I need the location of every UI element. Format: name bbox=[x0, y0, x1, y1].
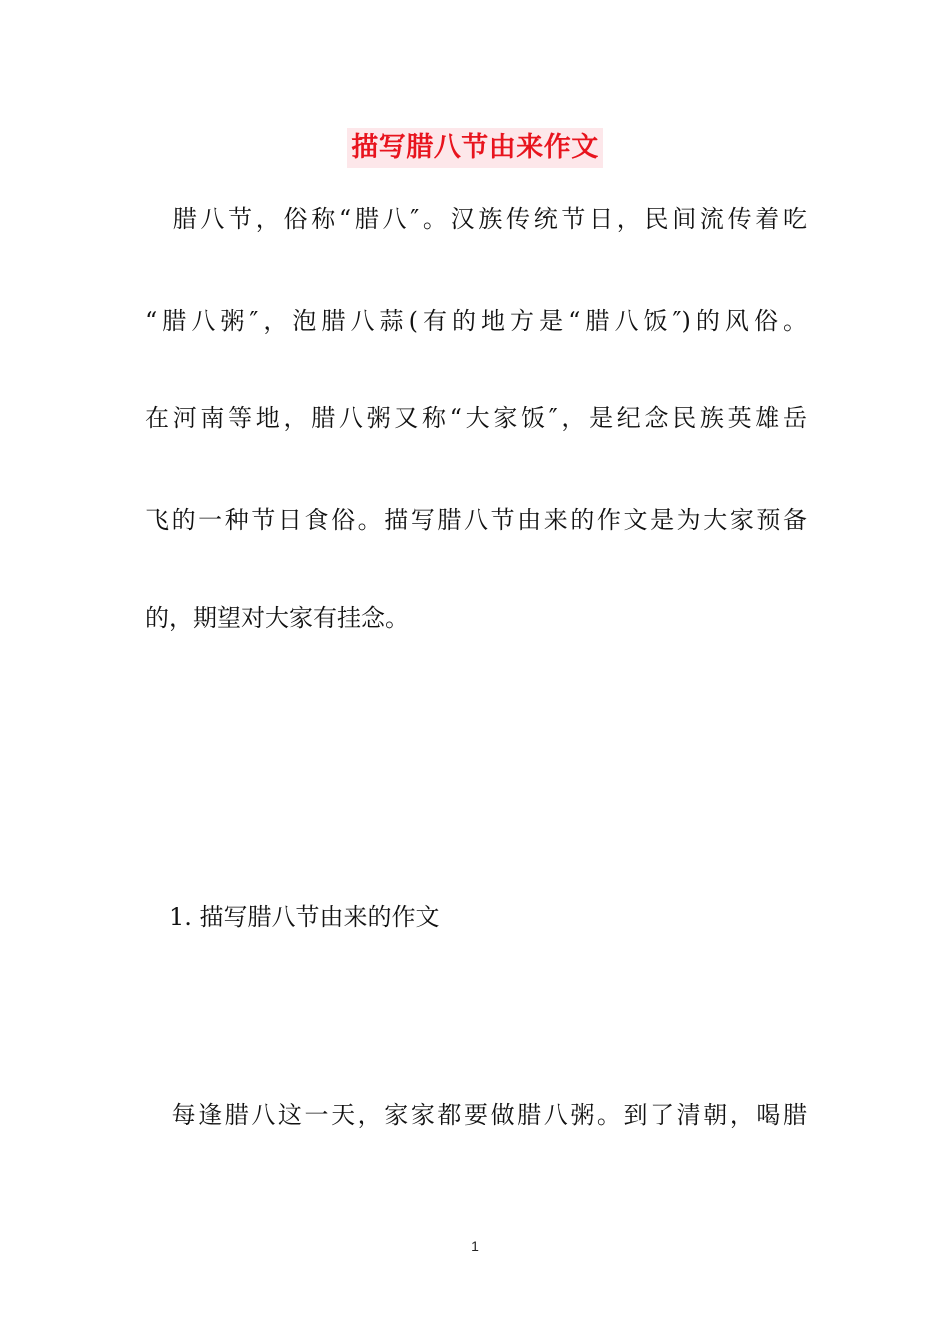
section-paragraph-line-1: 每逢腊八这一天，家家都要做腊八粥。到了清朝，喝腊 bbox=[145, 1101, 807, 1129]
intro-line-1: 腊八节，俗称“腊八″。汉族传统节日，民间流传着吃 bbox=[145, 205, 807, 233]
title-container bbox=[0, 128, 950, 168]
intro-line-2: “腊八粥″，泡腊八蒜(有的地方是“腊八饭″)的风俗。 bbox=[145, 307, 807, 335]
page-number: 1 bbox=[471, 1238, 479, 1254]
intro-line-5: 的，期望对大家有挂念。 bbox=[145, 604, 409, 632]
document-title: 描写腊八节由来作文 bbox=[347, 128, 603, 168]
intro-line-4: 飞的一种节日食俗。描写腊八节由来的作文是为大家预备 bbox=[145, 506, 807, 534]
intro-line-3: 在河南等地，腊八粥又称“大家饭″，是纪念民族英雄岳 bbox=[145, 404, 807, 432]
section-heading: 1. 描写腊八节由来的作文 bbox=[145, 903, 440, 931]
